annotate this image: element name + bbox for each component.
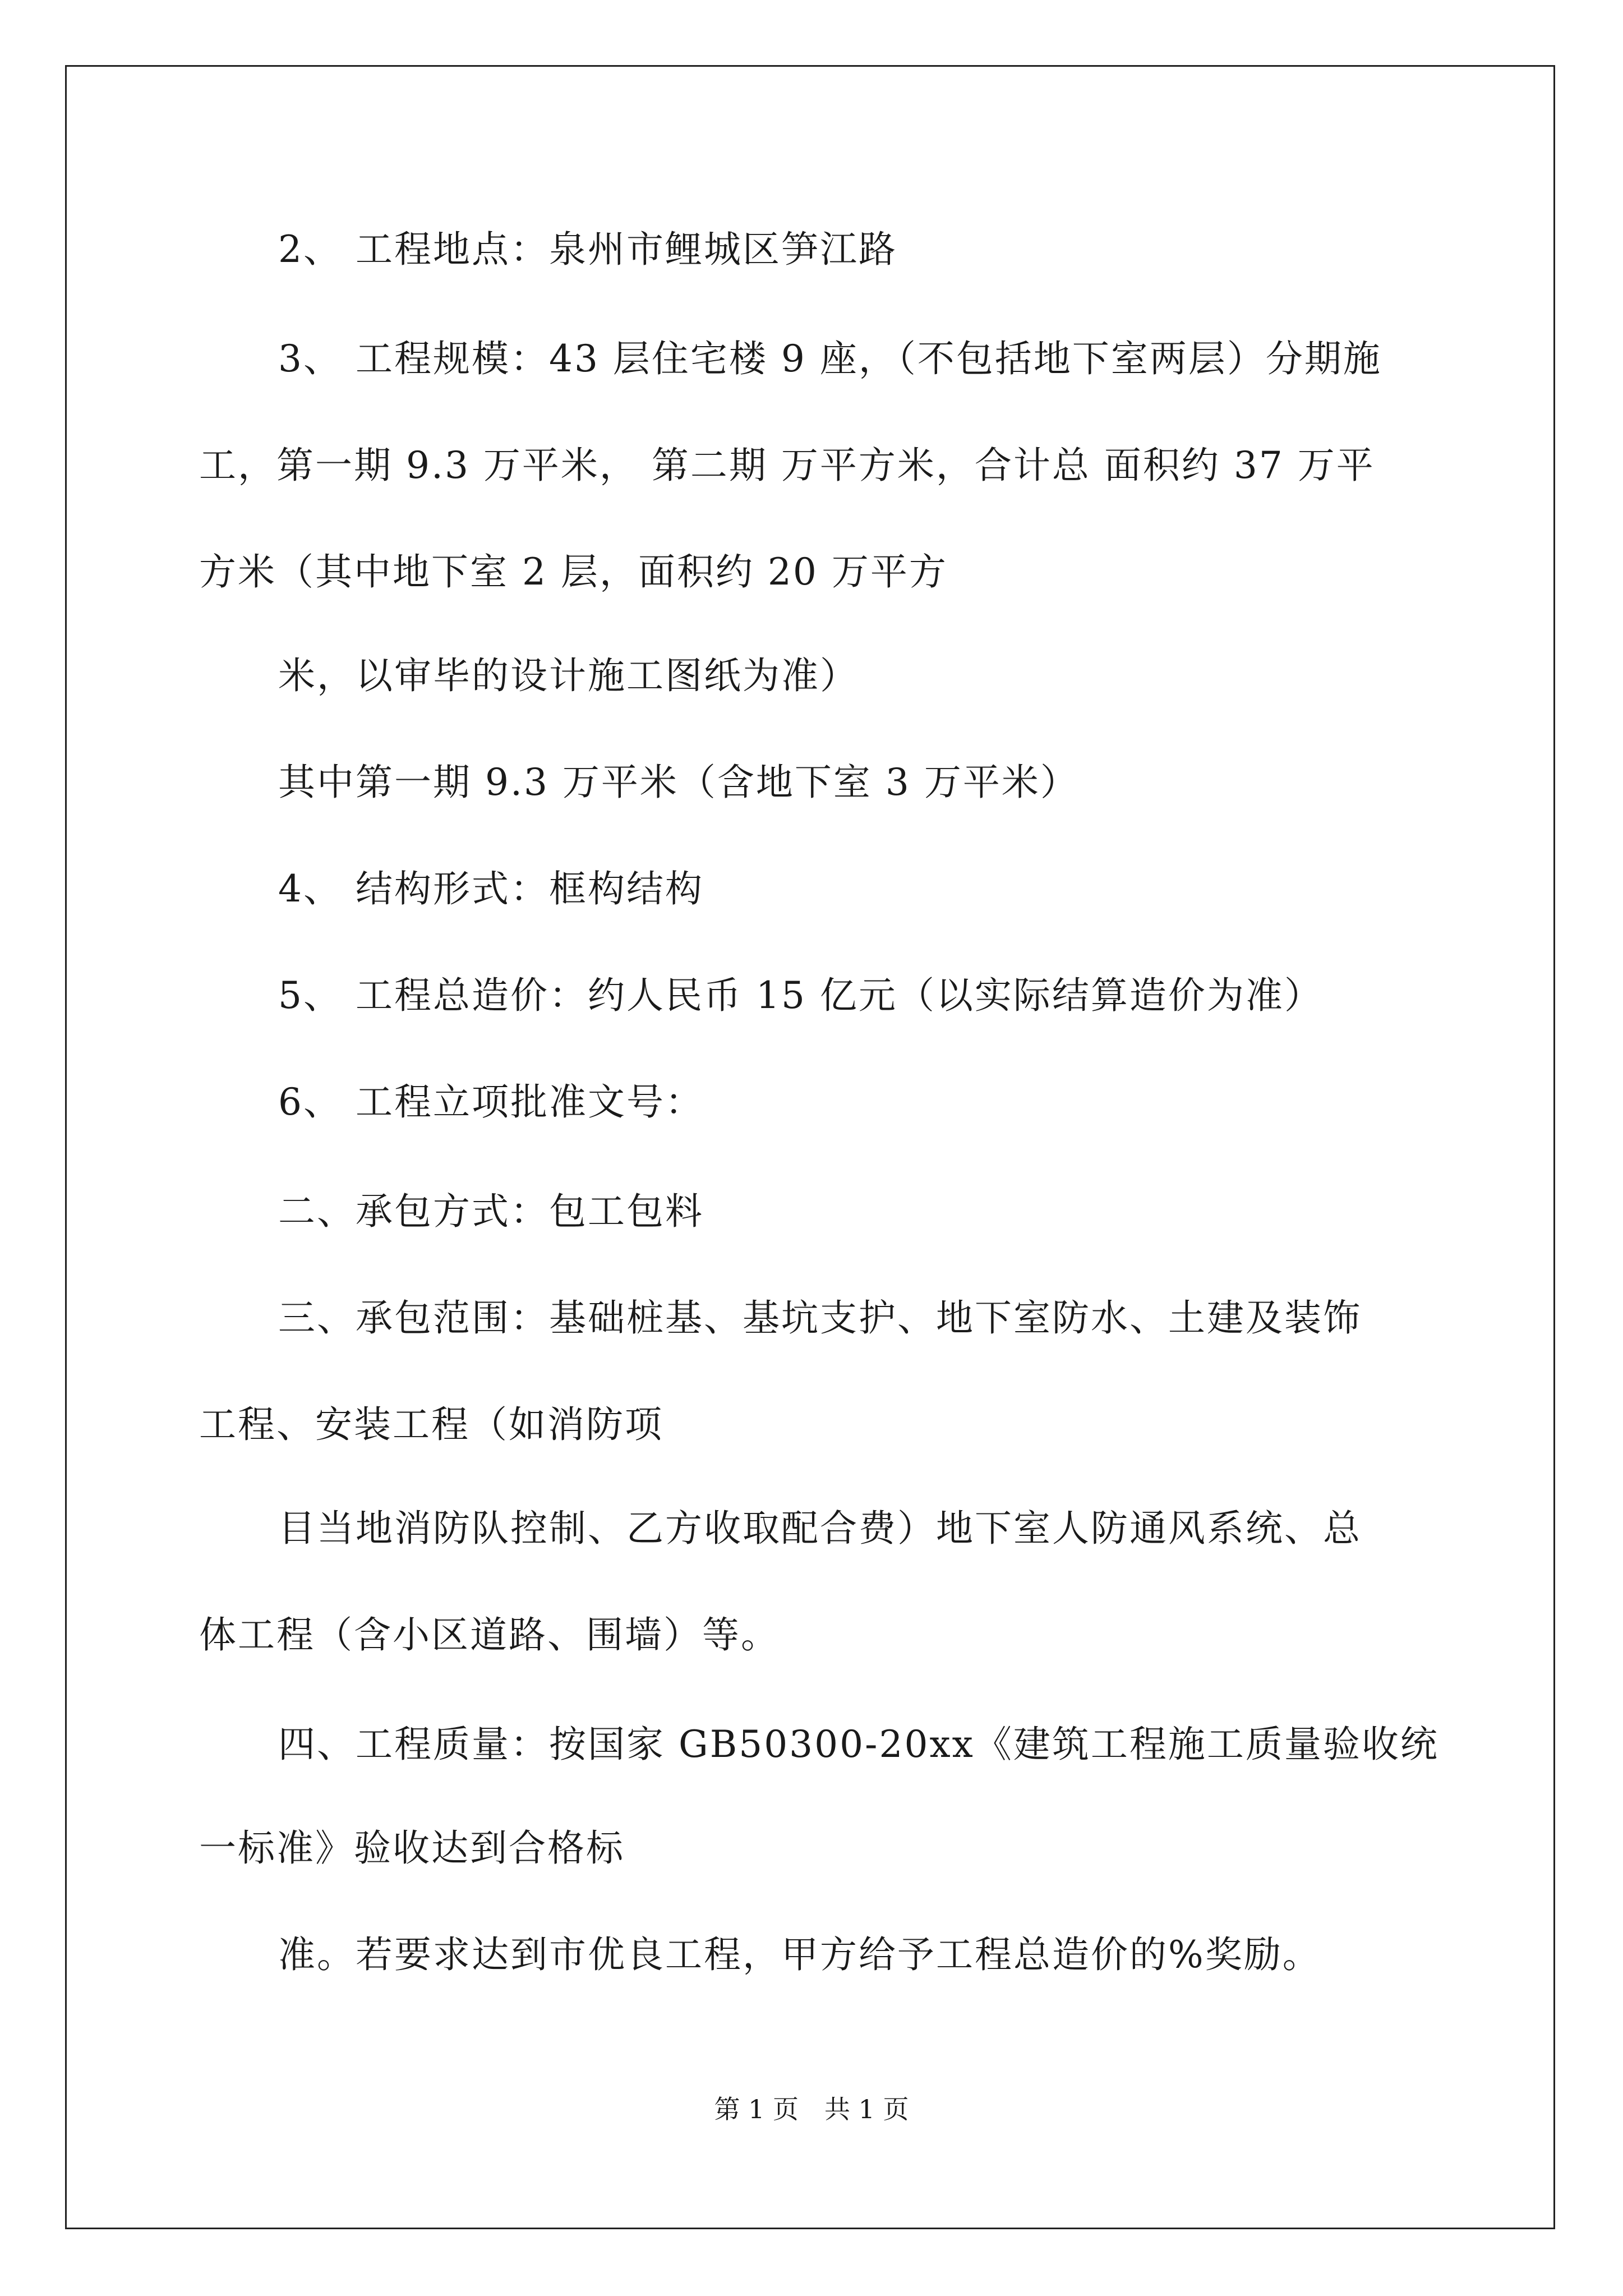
paragraph-line: 准。若要求达到市优良工程，甲方给予工程总造价的%奖励。 bbox=[278, 1933, 1321, 1976]
paragraph-line: 方米（其中地下室 2 层，面积约 20 万平方 bbox=[199, 550, 948, 593]
paragraph-line: 一标准》验收达到合格标 bbox=[199, 1826, 625, 1870]
paragraph-line: 米，以审毕的设计施工图纸为准） bbox=[278, 654, 859, 697]
paragraph-line: 目当地消防队控制、乙方收取配合费）地下室人防通风系统、总 bbox=[278, 1507, 1362, 1550]
paragraph-line: 3、 工程规模：43 层住宅楼 9 座，（不包括地下室两层）分期施 bbox=[278, 337, 1382, 380]
paragraph-line: 四、工程质量：按国家 GB50300-20xx《建筑工程施工质量验收统 bbox=[278, 1723, 1439, 1766]
paragraph-line: 工，第一期 9.3 万平米， 第二期 万平方米，合计总 面积约 37 万平 bbox=[199, 444, 1375, 487]
page-footer: 第 1 页 共 1 页 bbox=[714, 2094, 909, 2124]
page-border bbox=[65, 65, 1555, 2229]
paragraph-line: 二、承包方式：包工包料 bbox=[278, 1190, 704, 1233]
paragraph-line: 6、 工程立项批准文号： bbox=[278, 1080, 704, 1124]
paragraph-line: 体工程（含小区道路、围墙）等。 bbox=[199, 1613, 780, 1657]
paragraph-line: 4、 结构形式：框构结构 bbox=[278, 867, 704, 910]
paragraph-line: 工程、安装工程（如消防项 bbox=[199, 1403, 663, 1446]
paragraph-line: 2、 工程地点：泉州市鲤城区笋江路 bbox=[278, 228, 897, 271]
paragraph-line: 5、 工程总造价：约人民币 15 亿元（以实际结算造价为准） bbox=[278, 974, 1323, 1017]
paragraph-line: 其中第一期 9.3 万平米（含地下室 3 万平米） bbox=[278, 761, 1079, 804]
paragraph-line: 三、承包范围：基础桩基、基坑支护、地下室防水、土建及装饰 bbox=[278, 1296, 1362, 1340]
